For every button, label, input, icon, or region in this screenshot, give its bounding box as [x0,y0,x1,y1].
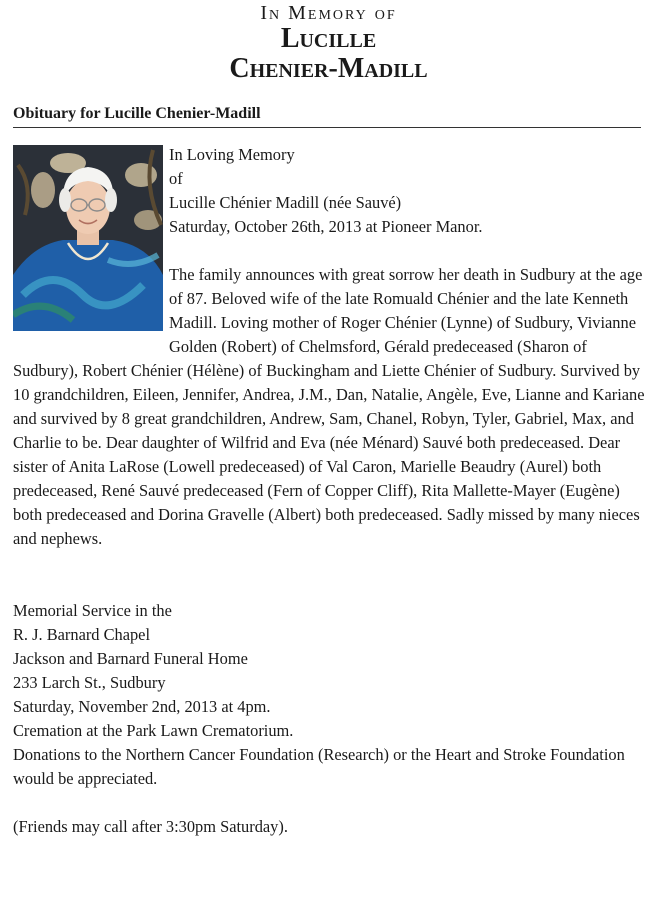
service-line-5: Saturday, November 2nd, 2013 at 4pm. [13,697,271,716]
first-name-heading: Lucille [280,23,377,54]
obituary-title: Obituary for Lucille Chenier-Madill [13,104,641,128]
intro-line-3: Lucille Chénier Madill (née Sauvé) [169,193,402,212]
service-details [13,599,645,791]
service-line-1: Memorial Service in the [13,601,172,620]
intro-line-2: of [169,169,183,188]
last-name-heading: Chenier-Madill [229,53,428,84]
intro-line-4: Saturday, October 26th, 2013 at Pioneer Manor. [169,217,483,236]
intro-line-1: In Loving Memory [169,145,295,164]
service-line-3: Jackson and Barnard Funeral Home [13,649,248,668]
service-line-4: 233 Larch St., Sudbury [13,673,166,692]
visitation-note: (Friends may call after 3:30pm Saturday). [13,817,288,836]
page-header [0,0,657,84]
portrait-photo [13,145,163,331]
service-line-2: R. J. Barnard Chapel [13,625,151,644]
main-paragraph: The family announces with great sorrow her death in Sudbury at the age of 87. Beloved wife of the late Romuald Chénier and the late Kenneth Madill. Loving mother of Roger Chénier (Lynne) of Sudbury, Vivianne Golden (Robert) of Chelmsford, Gérald predeceased (Sharon of Sudbury), Robert Chénier (Hélène) of Buckingham and Liette Chénier of Sudbury. Survived by 10 grandchildren, Eileen, Jennifer, Andrea, J.M., Dan, Natalie, Angèle, Eve, Lianne and Kariane and survived by 8 great grandchildren, Andrew, Sam, Chanel, Robyn, Tyler, Gabriel, Max, and Charlie to be. Dear daughter of Wilfrid and Eva (née Ménard) Sauvé both predeceased. Dear sister of Anita LaRose (Lowell predeceased) of Val Caron, Marielle Beaudry (Aurel) both predeceased, René Sauvé predeceased (Fern of Copper Cliff), Rita Mallette-Mayer (Eugène) both predeceased and Dorina Gravelle (Albert) both predeceased. Sadly missed by many nieces and nephews. [13,265,645,548]
service-line-6: Cremation at the Park Lawn Crematorium. [13,721,294,740]
in-memory-of-heading: In Memory of [260,2,397,24]
service-line-7: Donations to the Northern Cancer Foundation (Research) or the Heart and Stroke Foundation would be appreciated. [13,745,625,788]
obituary-body [13,143,645,839]
portrait-photo-drawing [13,145,163,331]
